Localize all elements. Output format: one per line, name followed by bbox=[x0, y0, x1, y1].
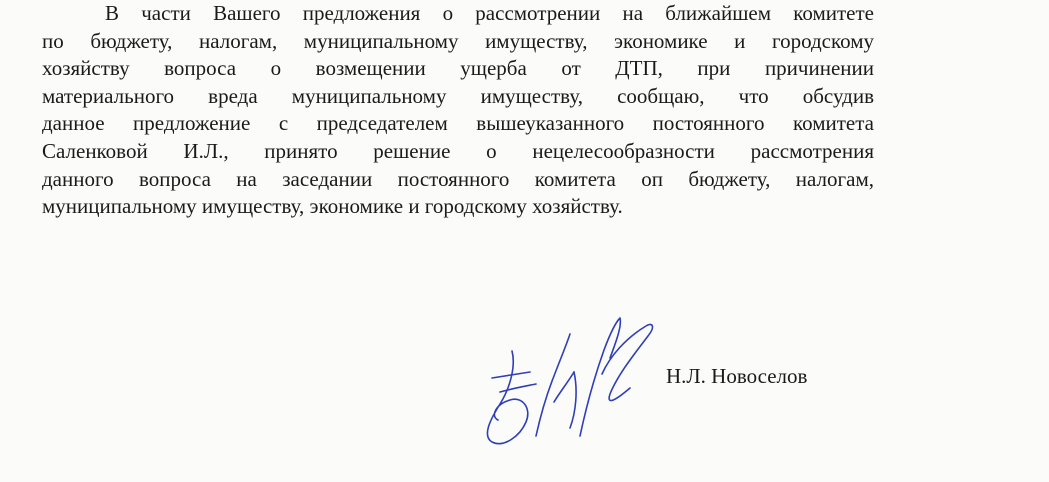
body-line-7: данного вопроса на заседании постоянного комитета оп бюджету, налогам, bbox=[42, 166, 874, 191]
body-line-8: муниципальному имуществу, экономике и городскому хозяйству. bbox=[42, 194, 623, 219]
signatory-name: Н.Л. Новоселов bbox=[666, 364, 808, 388]
body-line-1: В части Вашего предложения о рассмотрении на ближайшем комитете bbox=[105, 1, 874, 25]
body-line-2: по бюджету, налогам, муниципальному имуществу, экономике и городскому bbox=[42, 28, 874, 53]
body-line-3: хозяйству вопроса о возмещении ущерба от ДТП, при причинении bbox=[42, 56, 874, 81]
body-line-5: данное предложение с председателем вышеуказанного постоянного комитета bbox=[42, 111, 874, 136]
letter-body bbox=[42, 0, 874, 221]
body-line-6: Саленковой И.Л., принято решение о нецелесообразности рассмотрения bbox=[42, 138, 874, 163]
body-line-4: материального вреда муниципальному имуществу, сообщаю, что обсудив bbox=[42, 83, 874, 108]
handwritten-signature bbox=[470, 296, 670, 456]
